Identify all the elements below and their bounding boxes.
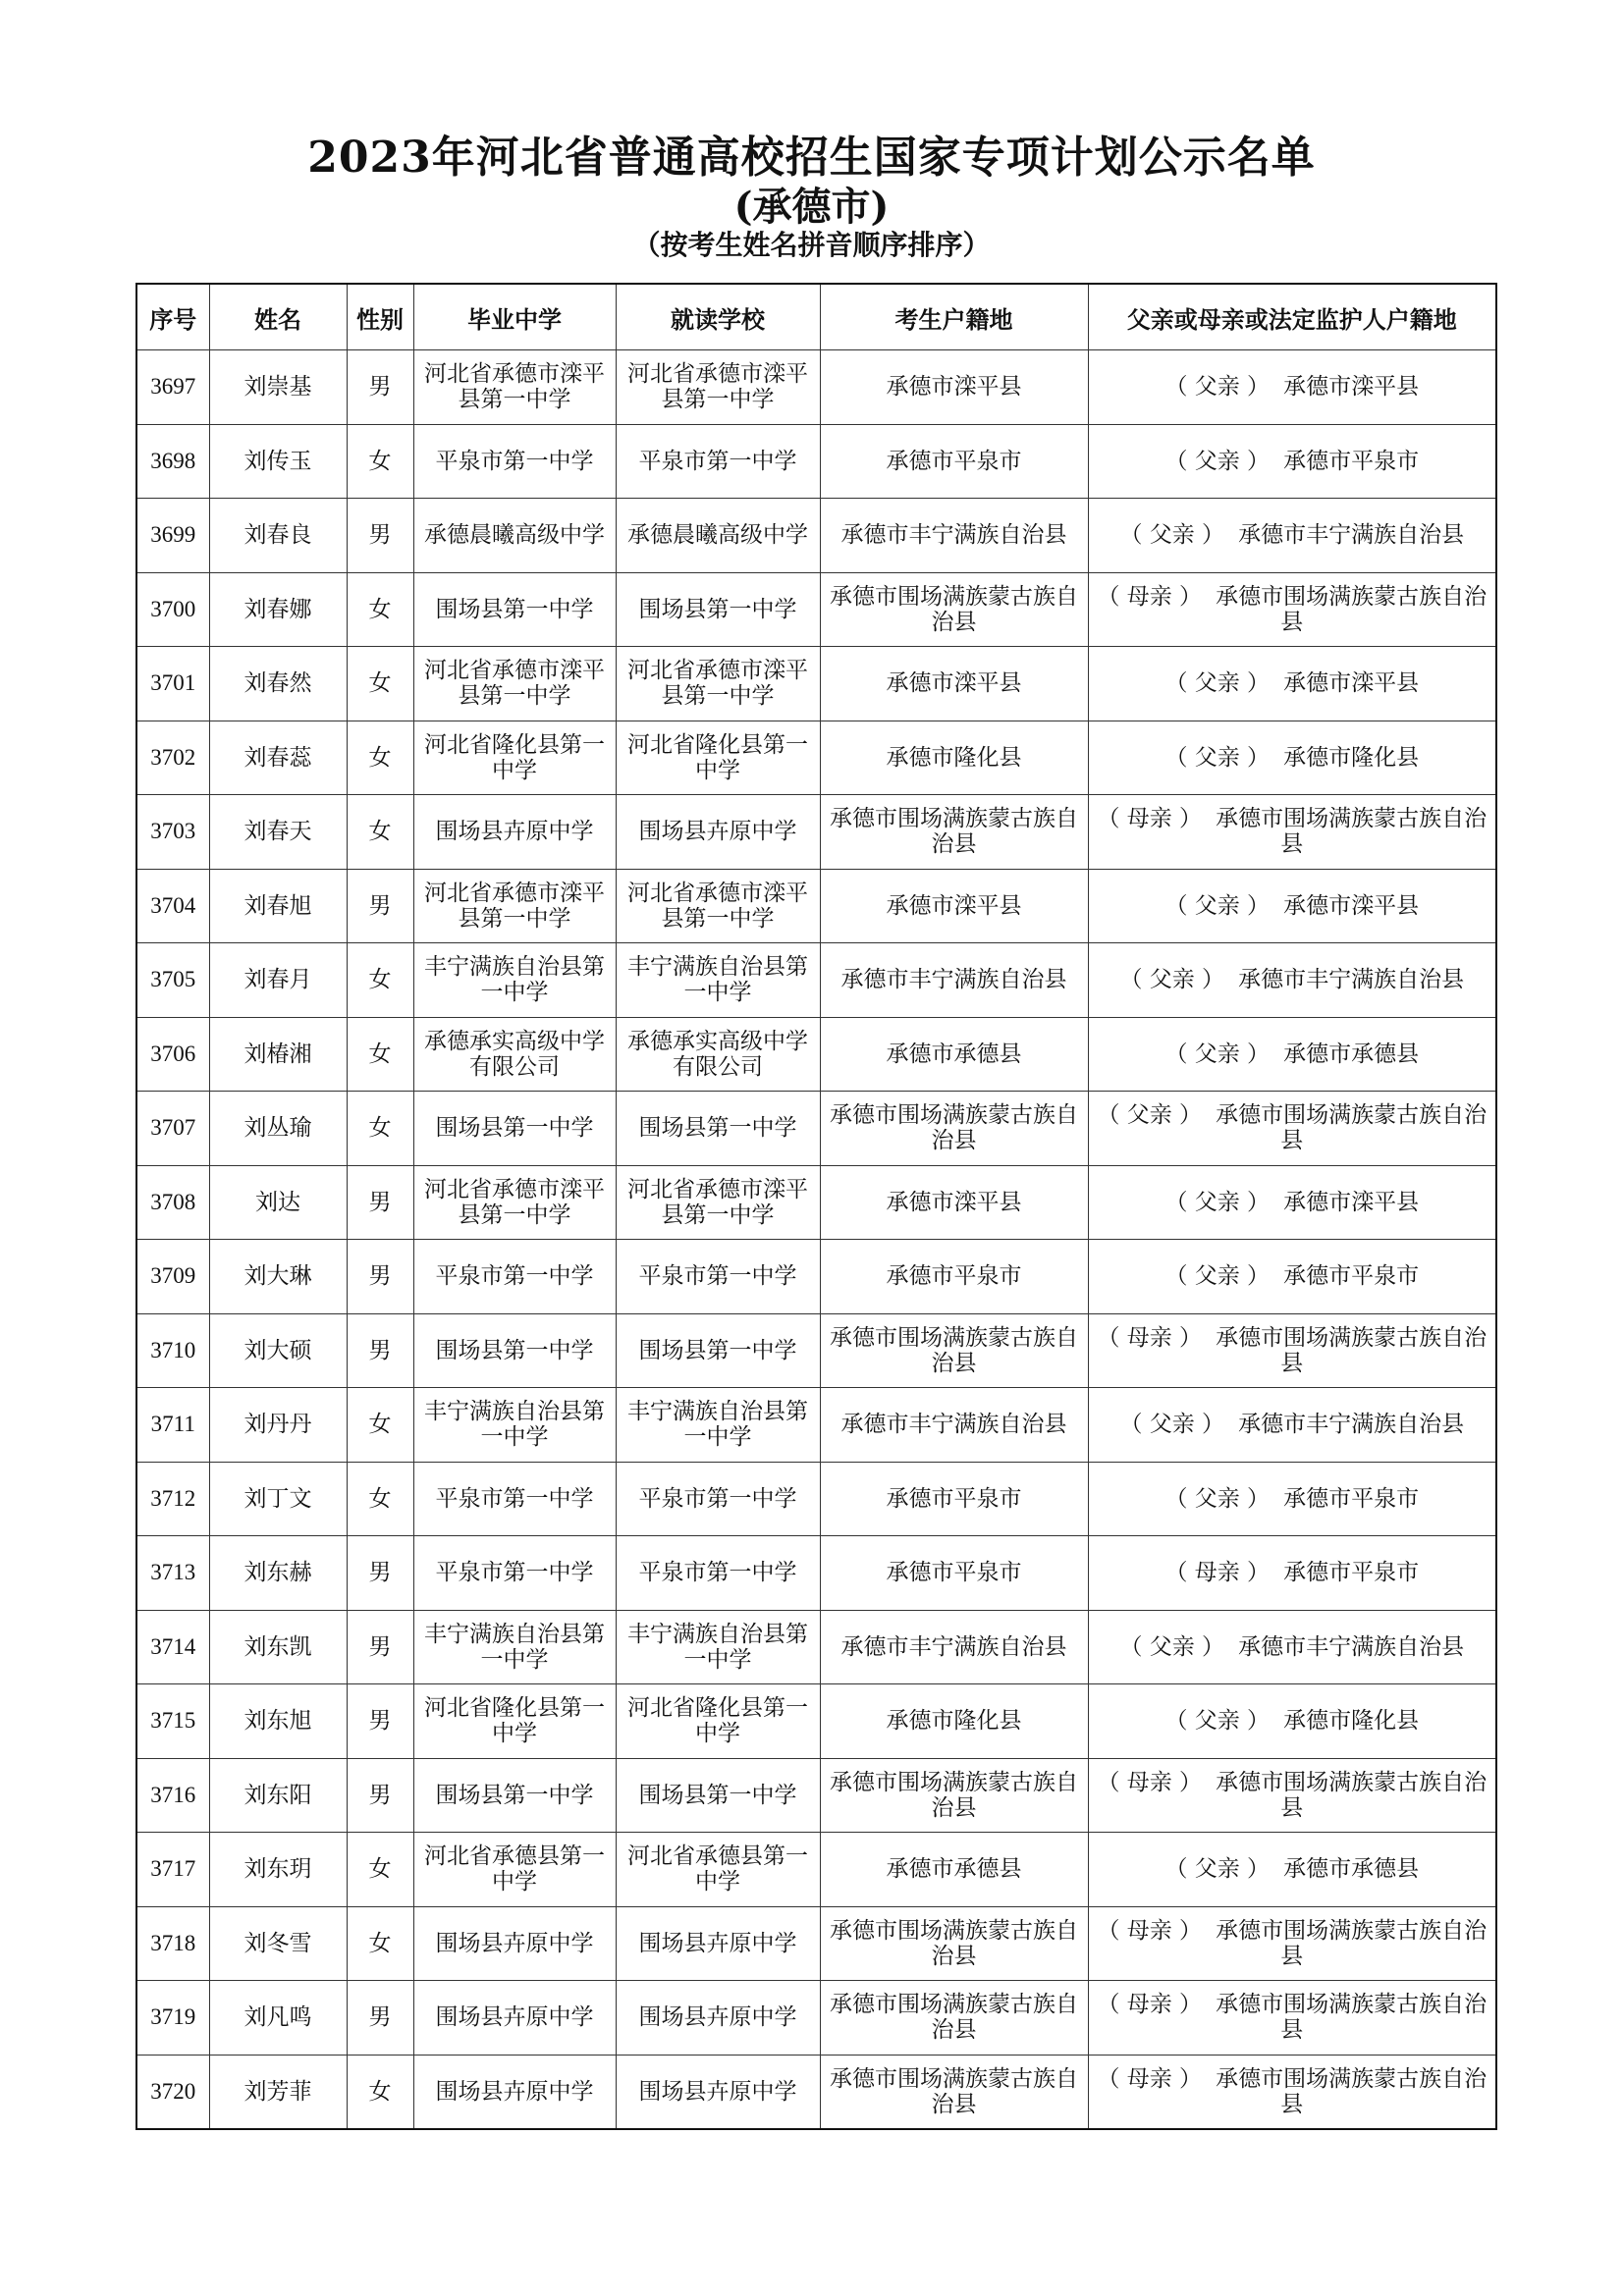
- guardian-relation: （ 父亲 ）: [1164, 1485, 1271, 1512]
- guardian-relation: （ 母亲 ）: [1164, 1560, 1271, 1586]
- cell-name: 刘冬雪: [209, 1906, 347, 1981]
- cell-gender: 男: [347, 1240, 413, 1314]
- cell-current-school: 河北省隆化县第一中学: [616, 1684, 820, 1759]
- cell-current-school: 河北省承德市滦平县第一中学: [616, 350, 820, 425]
- cell-name: 刘大硕: [209, 1313, 347, 1388]
- cell-guardian: [1088, 943, 1496, 1018]
- cell-grad-school: 丰宁满族自治县第一中学: [413, 1388, 616, 1463]
- cell-name: 刘丛瑜: [209, 1092, 347, 1166]
- cell-name: 刘春然: [209, 647, 347, 721]
- guardian-place: 承德市承德县: [1283, 1041, 1420, 1067]
- cell-home: 承德市围场满族蒙古族自治县: [820, 1092, 1088, 1166]
- cell-guardian: [1088, 1092, 1496, 1166]
- guardian-relation: （ 母亲 ）: [1097, 1769, 1203, 1795]
- cell-guardian: [1088, 350, 1496, 425]
- cell-gender: 男: [347, 1610, 413, 1684]
- cell-no: 3704: [136, 869, 209, 943]
- cell-guardian: [1088, 647, 1496, 721]
- cell-home: 承德市滦平县: [820, 1165, 1088, 1240]
- cell-home: 承德市围场满族蒙古族自治县: [820, 2055, 1088, 2129]
- cell-grad-school: 丰宁满族自治县第一中学: [413, 943, 616, 1018]
- guardian-place: 承德市丰宁满族自治县: [1238, 1412, 1465, 1438]
- cell-home: 承德市围场满族蒙古族自治县: [820, 1313, 1088, 1388]
- cell-no: 3706: [136, 1017, 209, 1092]
- cell-gender: 女: [347, 943, 413, 1018]
- page-title: 2023年河北省普通高校招生国家专项计划公示名单: [307, 133, 1316, 183]
- cell-name: 刘东玥: [209, 1833, 347, 1907]
- page-subtitle: (承德市): [733, 184, 890, 230]
- cell-gender: 男: [347, 499, 413, 573]
- guardian-place: 承德市滦平县: [1283, 1189, 1420, 1215]
- cell-guardian: [1088, 1165, 1496, 1240]
- cell-current-school: 围场县第一中学: [616, 1092, 820, 1166]
- cell-grad-school: 河北省承德市滦平县第一中学: [413, 647, 616, 721]
- table-row: [136, 572, 1496, 647]
- cell-current-school: 围场县卉原中学: [616, 795, 820, 870]
- cell-grad-school: 围场县第一中学: [413, 572, 616, 647]
- cell-guardian: [1088, 1240, 1496, 1314]
- cell-guardian: [1088, 795, 1496, 870]
- cell-gender: 男: [347, 1313, 413, 1388]
- cell-current-school: 围场县第一中学: [616, 572, 820, 647]
- cell-home: 承德市平泉市: [820, 1462, 1088, 1536]
- cell-grad-school: 河北省承德市滦平县第一中学: [413, 1165, 616, 1240]
- guardian-relation: （ 父亲 ）: [1097, 1102, 1203, 1129]
- guardian-relation: （ 父亲 ）: [1119, 522, 1225, 549]
- guardian-place: 承德市丰宁满族自治县: [1238, 1633, 1465, 1660]
- cell-home: 承德市丰宁满族自治县: [820, 943, 1088, 1018]
- cell-name: 刘崇基: [209, 350, 347, 425]
- table-row: [136, 1017, 1496, 1092]
- guardian-place: 承德市平泉市: [1283, 1263, 1420, 1290]
- cell-name: 刘春良: [209, 499, 347, 573]
- table-row: [136, 721, 1496, 795]
- table-row: [136, 350, 1496, 425]
- table-row: [136, 1833, 1496, 1907]
- cell-grad-school: 平泉市第一中学: [413, 424, 616, 499]
- cell-guardian: [1088, 1833, 1496, 1907]
- cell-gender: 男: [347, 1981, 413, 2056]
- table-row: [136, 424, 1496, 499]
- table-row: [136, 943, 1496, 1018]
- cell-guardian: [1088, 572, 1496, 647]
- cell-grad-school: 河北省隆化县第一中学: [413, 1684, 616, 1759]
- cell-current-school: 平泉市第一中学: [616, 1536, 820, 1611]
- cell-no: 3716: [136, 1758, 209, 1833]
- cell-name: 刘春天: [209, 795, 347, 870]
- guardian-relation: （ 父亲 ）: [1164, 744, 1271, 771]
- guardian-relation: （ 父亲 ）: [1164, 374, 1271, 400]
- cell-no: 3711: [136, 1388, 209, 1463]
- sort-note: （按考生姓名拼音顺序排序）: [632, 229, 991, 261]
- guardian-relation: （ 父亲 ）: [1119, 967, 1225, 993]
- cell-name: 刘东阳: [209, 1758, 347, 1833]
- cell-home: 承德市围场满族蒙古族自治县: [820, 795, 1088, 870]
- cell-guardian: [1088, 869, 1496, 943]
- cell-name: 刘传玉: [209, 424, 347, 499]
- cell-current-school: 围场县第一中学: [616, 1313, 820, 1388]
- guardian-place: 承德市滦平县: [1283, 374, 1420, 400]
- cell-guardian: [1088, 1684, 1496, 1759]
- cell-no: 3718: [136, 1906, 209, 1981]
- student-table: [135, 283, 1497, 2130]
- cell-current-school: 平泉市第一中学: [616, 424, 820, 499]
- cell-no: 3713: [136, 1536, 209, 1611]
- col-header-no: 序号: [136, 284, 209, 350]
- cell-grad-school: 承德承实高级中学有限公司: [413, 1017, 616, 1092]
- cell-gender: 女: [347, 572, 413, 647]
- cell-home: 承德市隆化县: [820, 1684, 1088, 1759]
- cell-current-school: 河北省承德市滦平县第一中学: [616, 647, 820, 721]
- col-header-home: 考生户籍地: [820, 284, 1088, 350]
- cell-home: 承德市承德县: [820, 1833, 1088, 1907]
- cell-gender: 男: [347, 350, 413, 425]
- guardian-relation: （ 父亲 ）: [1164, 1263, 1271, 1290]
- guardian-relation: （ 母亲 ）: [1097, 2065, 1203, 2092]
- cell-home: 承德市承德县: [820, 1017, 1088, 1092]
- cell-no: 3709: [136, 1240, 209, 1314]
- guardian-place: 承德市滦平县: [1283, 670, 1420, 697]
- cell-name: 刘东旭: [209, 1684, 347, 1759]
- cell-grad-school: 平泉市第一中学: [413, 1462, 616, 1536]
- cell-grad-school: 围场县卉原中学: [413, 1906, 616, 1981]
- cell-name: 刘春娜: [209, 572, 347, 647]
- table-row: [136, 795, 1496, 870]
- cell-gender: 男: [347, 1684, 413, 1759]
- cell-home: 承德市隆化县: [820, 721, 1088, 795]
- cell-current-school: 河北省承德市滦平县第一中学: [616, 1165, 820, 1240]
- table-row: [136, 1165, 1496, 1240]
- table-row: [136, 1092, 1496, 1166]
- cell-home: 承德市滦平县: [820, 350, 1088, 425]
- cell-home: 承德市丰宁满族自治县: [820, 1610, 1088, 1684]
- cell-gender: 女: [347, 1462, 413, 1536]
- cell-no: 3710: [136, 1313, 209, 1388]
- cell-home: 承德市围场满族蒙古族自治县: [820, 572, 1088, 647]
- cell-guardian: [1088, 1610, 1496, 1684]
- cell-no: 3705: [136, 943, 209, 1018]
- cell-no: 3720: [136, 2055, 209, 2129]
- cell-no: 3697: [136, 350, 209, 425]
- cell-current-school: 围场县卉原中学: [616, 2055, 820, 2129]
- cell-gender: 男: [347, 1165, 413, 1240]
- cell-guardian: [1088, 1981, 1496, 2056]
- cell-home: 承德市围场满族蒙古族自治县: [820, 1758, 1088, 1833]
- cell-grad-school: 围场县第一中学: [413, 1092, 616, 1166]
- table-row: [136, 1313, 1496, 1388]
- guardian-relation: （ 母亲 ）: [1097, 1324, 1203, 1351]
- guardian-relation: （ 父亲 ）: [1164, 1708, 1271, 1735]
- cell-grad-school: 平泉市第一中学: [413, 1536, 616, 1611]
- cell-grad-school: 围场县卉原中学: [413, 795, 616, 870]
- table-header-row: [136, 284, 1496, 350]
- cell-name: 刘芳菲: [209, 2055, 347, 2129]
- cell-no: 3719: [136, 1981, 209, 2056]
- cell-current-school: 围场县卉原中学: [616, 1981, 820, 2056]
- guardian-relation: （ 父亲 ）: [1164, 448, 1271, 474]
- guardian-place: 承德市平泉市: [1283, 448, 1420, 474]
- cell-current-school: 平泉市第一中学: [616, 1462, 820, 1536]
- cell-no: 3703: [136, 795, 209, 870]
- cell-name: 刘丹丹: [209, 1388, 347, 1463]
- cell-name: 刘达: [209, 1165, 347, 1240]
- cell-guardian: [1088, 1388, 1496, 1463]
- guardian-relation: （ 父亲 ）: [1164, 1189, 1271, 1215]
- cell-home: 承德市围场满族蒙古族自治县: [820, 1981, 1088, 2056]
- guardian-place: 承德市丰宁满族自治县: [1238, 522, 1465, 549]
- cell-current-school: 河北省承德县第一中学: [616, 1833, 820, 1907]
- cell-grad-school: 围场县卉原中学: [413, 2055, 616, 2129]
- cell-guardian: [1088, 1906, 1496, 1981]
- cell-guardian: [1088, 1462, 1496, 1536]
- cell-no: 3701: [136, 647, 209, 721]
- guardian-place: 承德市丰宁满族自治县: [1238, 967, 1465, 993]
- table-row: [136, 1684, 1496, 1759]
- cell-guardian: [1088, 1536, 1496, 1611]
- guardian-relation: （ 母亲 ）: [1097, 1917, 1203, 1944]
- guardian-place: 承德市围场满族蒙古族自治县: [1216, 1324, 1488, 1376]
- cell-gender: 女: [347, 2055, 413, 2129]
- cell-home: 承德市平泉市: [820, 1240, 1088, 1314]
- col-header-current-school: 就读学校: [616, 284, 820, 350]
- table-row: [136, 1536, 1496, 1611]
- table-row: [136, 2055, 1496, 2129]
- guardian-relation: （ 父亲 ）: [1119, 1412, 1225, 1438]
- cell-no: 3714: [136, 1610, 209, 1684]
- cell-home: 承德市平泉市: [820, 1536, 1088, 1611]
- cell-home: 承德市丰宁满族自治县: [820, 499, 1088, 573]
- table-row: [136, 1462, 1496, 1536]
- cell-current-school: 平泉市第一中学: [616, 1240, 820, 1314]
- cell-name: 刘春月: [209, 943, 347, 1018]
- guardian-place: 承德市隆化县: [1283, 744, 1420, 771]
- cell-current-school: 围场县卉原中学: [616, 1906, 820, 1981]
- cell-grad-school: 丰宁满族自治县第一中学: [413, 1610, 616, 1684]
- cell-name: 刘丁文: [209, 1462, 347, 1536]
- table-row: [136, 1758, 1496, 1833]
- cell-guardian: [1088, 1758, 1496, 1833]
- guardian-relation: （ 父亲 ）: [1164, 1041, 1271, 1067]
- cell-no: 3712: [136, 1462, 209, 1536]
- cell-no: 3702: [136, 721, 209, 795]
- guardian-place: 承德市承德县: [1283, 1856, 1420, 1883]
- cell-current-school: 河北省隆化县第一中学: [616, 721, 820, 795]
- guardian-place: 承德市围场满族蒙古族自治县: [1216, 1102, 1488, 1154]
- cell-gender: 男: [347, 869, 413, 943]
- guardian-place: 承德市围场满族蒙古族自治县: [1216, 1769, 1488, 1821]
- guardian-place: 承德市围场满族蒙古族自治县: [1216, 806, 1488, 858]
- guardian-relation: （ 母亲 ）: [1097, 583, 1203, 610]
- guardian-relation: （ 父亲 ）: [1164, 892, 1271, 919]
- cell-current-school: 承德承实高级中学有限公司: [616, 1017, 820, 1092]
- cell-current-school: 丰宁满族自治县第一中学: [616, 1388, 820, 1463]
- guardian-place: 承德市隆化县: [1283, 1708, 1420, 1735]
- guardian-relation: （ 母亲 ）: [1097, 806, 1203, 832]
- cell-gender: 女: [347, 721, 413, 795]
- cell-current-school: 围场县第一中学: [616, 1758, 820, 1833]
- col-header-gender: 性别: [347, 284, 413, 350]
- table-row: [136, 1981, 1496, 2056]
- cell-no: 3717: [136, 1833, 209, 1907]
- guardian-place: 承德市平泉市: [1283, 1485, 1420, 1512]
- cell-name: 刘东凯: [209, 1610, 347, 1684]
- guardian-relation: （ 父亲 ）: [1164, 1856, 1271, 1883]
- table-row: [136, 499, 1496, 573]
- cell-current-school: 丰宁满族自治县第一中学: [616, 1610, 820, 1684]
- cell-grad-school: 河北省承德市滦平县第一中学: [413, 350, 616, 425]
- table-row: [136, 1610, 1496, 1684]
- cell-home: 承德市平泉市: [820, 424, 1088, 499]
- cell-current-school: 丰宁满族自治县第一中学: [616, 943, 820, 1018]
- cell-name: 刘凡鸣: [209, 1981, 347, 2056]
- cell-gender: 女: [347, 1092, 413, 1166]
- cell-no: 3715: [136, 1684, 209, 1759]
- guardian-place: 承德市围场满族蒙古族自治县: [1216, 2065, 1488, 2117]
- cell-guardian: [1088, 2055, 1496, 2129]
- cell-guardian: [1088, 721, 1496, 795]
- table-row: [136, 1240, 1496, 1314]
- cell-no: 3699: [136, 499, 209, 573]
- cell-no: 3700: [136, 572, 209, 647]
- cell-current-school: 河北省承德市滦平县第一中学: [616, 869, 820, 943]
- cell-name: 刘东赫: [209, 1536, 347, 1611]
- cell-guardian: [1088, 1313, 1496, 1388]
- table-row: [136, 1906, 1496, 1981]
- cell-home: 承德市滦平县: [820, 869, 1088, 943]
- cell-grad-school: 承德晨曦高级中学: [413, 499, 616, 573]
- cell-grad-school: 河北省承德县第一中学: [413, 1833, 616, 1907]
- cell-guardian: [1088, 1017, 1496, 1092]
- guardian-place: 承德市围场满族蒙古族自治县: [1216, 1917, 1488, 1969]
- cell-guardian: [1088, 499, 1496, 573]
- guardian-place: 承德市平泉市: [1283, 1560, 1420, 1586]
- col-header-name: 姓名: [209, 284, 347, 350]
- cell-name: 刘春蕊: [209, 721, 347, 795]
- cell-gender: 女: [347, 795, 413, 870]
- guardian-relation: （ 父亲 ）: [1119, 1633, 1225, 1660]
- cell-home: 承德市丰宁满族自治县: [820, 1388, 1088, 1463]
- cell-gender: 女: [347, 647, 413, 721]
- guardian-relation: （ 母亲 ）: [1097, 1992, 1203, 2018]
- cell-grad-school: 河北省承德市滦平县第一中学: [413, 869, 616, 943]
- cell-no: 3708: [136, 1165, 209, 1240]
- table-row: [136, 869, 1496, 943]
- table-row: [136, 1388, 1496, 1463]
- cell-name: 刘春旭: [209, 869, 347, 943]
- cell-no: 3698: [136, 424, 209, 499]
- cell-name: 刘大琳: [209, 1240, 347, 1314]
- cell-gender: 男: [347, 1536, 413, 1611]
- guardian-relation: （ 父亲 ）: [1164, 670, 1271, 697]
- cell-grad-school: 围场县第一中学: [413, 1313, 616, 1388]
- cell-grad-school: 围场县卉原中学: [413, 1981, 616, 2056]
- guardian-place: 承德市围场满族蒙古族自治县: [1216, 1992, 1488, 2044]
- table-row: [136, 647, 1496, 721]
- guardian-place: 承德市围场满族蒙古族自治县: [1216, 583, 1488, 635]
- col-header-guardian: 父亲或母亲或法定监护人户籍地: [1088, 284, 1496, 350]
- cell-no: 3707: [136, 1092, 209, 1166]
- col-header-grad-school: 毕业中学: [413, 284, 616, 350]
- cell-gender: 女: [347, 1388, 413, 1463]
- cell-gender: 女: [347, 424, 413, 499]
- cell-grad-school: 河北省隆化县第一中学: [413, 721, 616, 795]
- cell-gender: 女: [347, 1017, 413, 1092]
- cell-guardian: [1088, 424, 1496, 499]
- cell-name: 刘椿湘: [209, 1017, 347, 1092]
- cell-gender: 女: [347, 1833, 413, 1907]
- cell-current-school: 承德晨曦高级中学: [616, 499, 820, 573]
- cell-home: 承德市围场满族蒙古族自治县: [820, 1906, 1088, 1981]
- cell-home: 承德市滦平县: [820, 647, 1088, 721]
- cell-gender: 男: [347, 1758, 413, 1833]
- cell-gender: 女: [347, 1906, 413, 1981]
- cell-grad-school: 平泉市第一中学: [413, 1240, 616, 1314]
- guardian-place: 承德市滦平县: [1283, 892, 1420, 919]
- cell-grad-school: 围场县第一中学: [413, 1758, 616, 1833]
